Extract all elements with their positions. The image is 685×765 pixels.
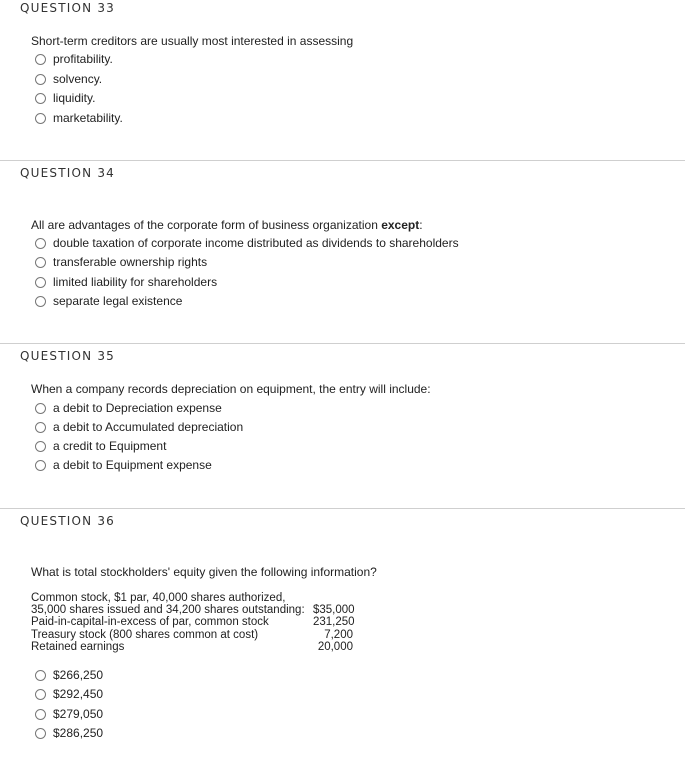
q36-option-2[interactable] [35,686,103,702]
info-label: Retained earnings [31,640,125,653]
info-label: Treasury stock (800 shares common at cost) [31,628,259,641]
option-label: $279,050 [53,707,104,721]
option-label: solvency. [53,72,103,86]
q34-option-2[interactable] [35,254,207,270]
info-label: 35,000 shares issued and 34,200 shares outstanding: [31,604,305,617]
radio-button[interactable] [35,238,46,249]
question-35-prompt: When a company records depreciation on equipment, the entry will include: [31,382,431,396]
info-label: Paid-in-capital-in-excess of par, common stock [31,616,269,629]
radio-button[interactable] [35,113,46,124]
option-label: $266,250 [53,668,104,682]
radio-button[interactable] [35,709,46,720]
option-label: limited liability for shareholders [53,275,218,289]
option-label: a debit to Accumulated depreciation [53,420,244,434]
info-row [31,616,353,628]
option-label: double taxation of corporate income distributed as dividends to shareholders [53,236,459,250]
info-value: 231,250 [313,616,355,629]
question-34-title: QUESTION 34 [20,166,116,180]
q33-option-2[interactable] [35,71,102,87]
question-36-prompt: What is total stockholders' equity given the following information? [31,565,377,579]
prompt-emphasis: except [381,218,420,232]
radio-button[interactable] [35,403,46,414]
q35-option-4[interactable] [35,457,212,473]
q34-option-3[interactable] [35,274,217,290]
info-row [31,592,353,604]
financial-info-table [31,592,353,653]
radio-button[interactable] [35,277,46,288]
q36-option-4[interactable] [35,725,103,741]
q34-option-1[interactable] [35,235,459,251]
option-label: $292,450 [53,687,104,701]
option-label: separate legal existence [53,294,183,308]
option-label: a debit to Depreciation expense [53,401,222,415]
question-34-prompt [31,218,423,232]
q34-option-4[interactable] [35,293,182,309]
option-label: a debit to Equipment expense [53,458,212,472]
radio-button[interactable] [35,93,46,104]
q36-option-3[interactable] [35,706,103,722]
radio-button[interactable] [35,689,46,700]
info-value: 7,200 [324,628,353,641]
q35-option-1[interactable] [35,400,222,416]
question-36-title: QUESTION 36 [20,514,116,528]
radio-button[interactable] [35,257,46,268]
question-35-title: QUESTION 35 [20,349,116,363]
radio-button[interactable] [35,296,46,307]
question-divider [0,508,685,509]
option-label: transferable ownership rights [53,255,208,269]
radio-button[interactable] [35,74,46,85]
question-33-prompt: Short-term creditors are usually most interested in assessing [31,34,354,48]
q35-option-3[interactable] [35,438,166,454]
info-row [31,604,353,616]
option-label: profitability. [53,52,113,66]
q33-option-4[interactable] [35,110,123,126]
question-divider [0,160,685,161]
radio-button[interactable] [35,728,46,739]
question-33-title: QUESTION 33 [20,1,116,15]
q33-option-1[interactable] [35,51,113,67]
info-row [31,641,353,653]
radio-button[interactable] [35,441,46,452]
prompt-text: All are advantages of the corporate form of business organization [31,218,382,232]
info-value: $35,000 [313,604,355,617]
info-value [313,592,353,604]
prompt-end: : [419,218,423,232]
info-row [31,629,353,641]
q33-option-3[interactable] [35,90,95,106]
option-label: a credit to Equipment [53,439,167,453]
radio-button[interactable] [35,54,46,65]
info-value: 20,000 [317,640,353,653]
option-label: liquidity. [53,91,96,105]
info-label: Common stock, $1 par, 40,000 shares authorized, [31,592,286,604]
q35-option-2[interactable] [35,419,243,435]
option-label: $286,250 [53,726,104,740]
radio-button[interactable] [35,670,46,681]
radio-button[interactable] [35,460,46,471]
option-label: marketability. [53,111,123,125]
radio-button[interactable] [35,422,46,433]
q36-option-1[interactable] [35,667,103,683]
question-divider [0,343,685,344]
